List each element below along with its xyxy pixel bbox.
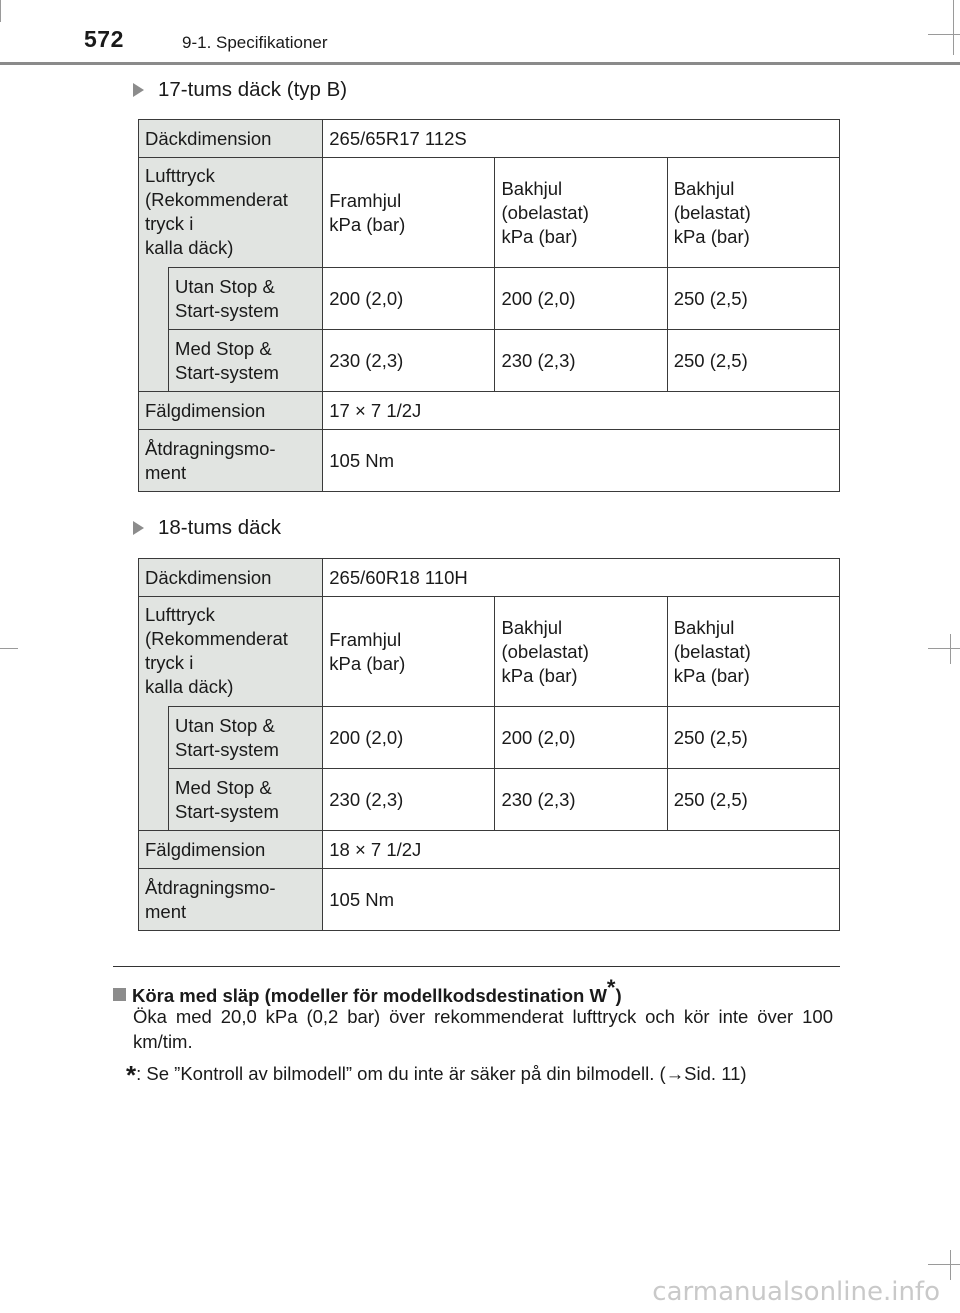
- arrow-right-icon: →: [665, 1063, 685, 1084]
- rim-value: 18 × 7 1/2J: [323, 831, 840, 869]
- tire-size-value: 265/60R18 110H: [323, 559, 840, 597]
- page-number: 572: [84, 26, 124, 52]
- row-label-without-stop-start: Utan Stop & Start-system: [169, 707, 323, 769]
- tire-spec-table-18: [138, 558, 840, 931]
- triangle-bullet-icon: [133, 83, 144, 97]
- crop-mark: [950, 634, 951, 664]
- table-cell: 230 (2,3): [495, 769, 667, 831]
- table-cell: 200 (2,0): [495, 268, 667, 330]
- section-title-header: 9-1. Specifikationer: [182, 33, 328, 52]
- crop-mark: [928, 34, 960, 35]
- crop-mark: [0, 648, 18, 649]
- col-rear-unloaded-header: Bakhjul (obelastat) kPa (bar): [495, 597, 667, 707]
- table-17-title: 17-tums däck (typ B): [133, 78, 347, 102]
- note-asterisk: *: [606, 975, 616, 1000]
- table-18-title: 18-tums däck: [133, 516, 281, 540]
- crop-mark: [928, 1264, 960, 1265]
- tire-spec-table-17: [138, 119, 840, 492]
- row-label-with-stop-start: Med Stop & Start-system: [169, 769, 323, 831]
- note-divider: [113, 966, 840, 967]
- tire-size-label: Däckdimension: [139, 559, 323, 597]
- table-cell: 200 (2,0): [323, 268, 495, 330]
- torque-label: Åtdragningsmo- ment: [139, 869, 323, 931]
- page-reference-link[interactable]: Sid. 11): [684, 1063, 747, 1084]
- table-cell: 200 (2,0): [495, 707, 667, 769]
- rim-value: 17 × 7 1/2J: [323, 392, 840, 430]
- triangle-bullet-icon: [133, 521, 144, 535]
- tire-size-label: Däckdimension: [139, 120, 323, 158]
- footnote: *: Se ”Kontroll av bilmodell” om du inte är säker på din bilmodell. (→Sid. 11): [126, 1060, 747, 1090]
- table-cell: 250 (2,5): [667, 769, 839, 831]
- pressure-indent: [139, 707, 169, 831]
- note-heading: Köra med släp (modeller för modellkodsdestination W*): [113, 975, 622, 1007]
- crop-mark: [950, 1250, 951, 1280]
- table-cell: 230 (2,3): [323, 769, 495, 831]
- header-divider: [0, 62, 960, 65]
- torque-value: 105 Nm: [323, 430, 840, 492]
- tire-size-value: 265/65R17 112S: [323, 120, 840, 158]
- table-cell: 230 (2,3): [323, 330, 495, 392]
- col-front-header: Framhjul kPa (bar): [323, 597, 495, 707]
- watermark: carmanualsonline.info: [652, 1277, 940, 1307]
- table-cell: 200 (2,0): [323, 707, 495, 769]
- crop-mark: [0, 0, 1, 22]
- torque-value: 105 Nm: [323, 869, 840, 931]
- col-rear-unloaded-header: Bakhjul (obelastat) kPa (bar): [495, 158, 667, 268]
- table-cell: 250 (2,5): [667, 707, 839, 769]
- note-body: Öka med 20,0 kPa (0,2 bar) över rekommenderat lufttryck och kör inte över 100 km/tim.: [133, 1006, 833, 1052]
- square-bullet-icon: [113, 988, 126, 1001]
- col-rear-loaded-header: Bakhjul (belastat) kPa (bar): [667, 158, 839, 268]
- pressure-label: Lufttryck (Rekommenderat tryck i kalla däck): [139, 158, 323, 268]
- col-front-header: Framhjul kPa (bar): [323, 158, 495, 268]
- table-cell: 230 (2,3): [495, 330, 667, 392]
- rim-label: Fälgdimension: [139, 392, 323, 430]
- table-cell: 250 (2,5): [667, 330, 839, 392]
- pressure-indent: [139, 268, 169, 392]
- pressure-label: Lufttryck (Rekommenderat tryck i kalla däck): [139, 597, 323, 707]
- rim-label: Fälgdimension: [139, 831, 323, 869]
- row-label-without-stop-start: Utan Stop & Start-system: [169, 268, 323, 330]
- crop-mark: [953, 0, 954, 55]
- footnote-asterisk: *: [126, 1060, 137, 1090]
- crop-mark: [928, 648, 960, 649]
- torque-label: Åtdragningsmo- ment: [139, 430, 323, 492]
- table-cell: 250 (2,5): [667, 268, 839, 330]
- col-rear-loaded-header: Bakhjul (belastat) kPa (bar): [667, 597, 839, 707]
- row-label-with-stop-start: Med Stop & Start-system: [169, 330, 323, 392]
